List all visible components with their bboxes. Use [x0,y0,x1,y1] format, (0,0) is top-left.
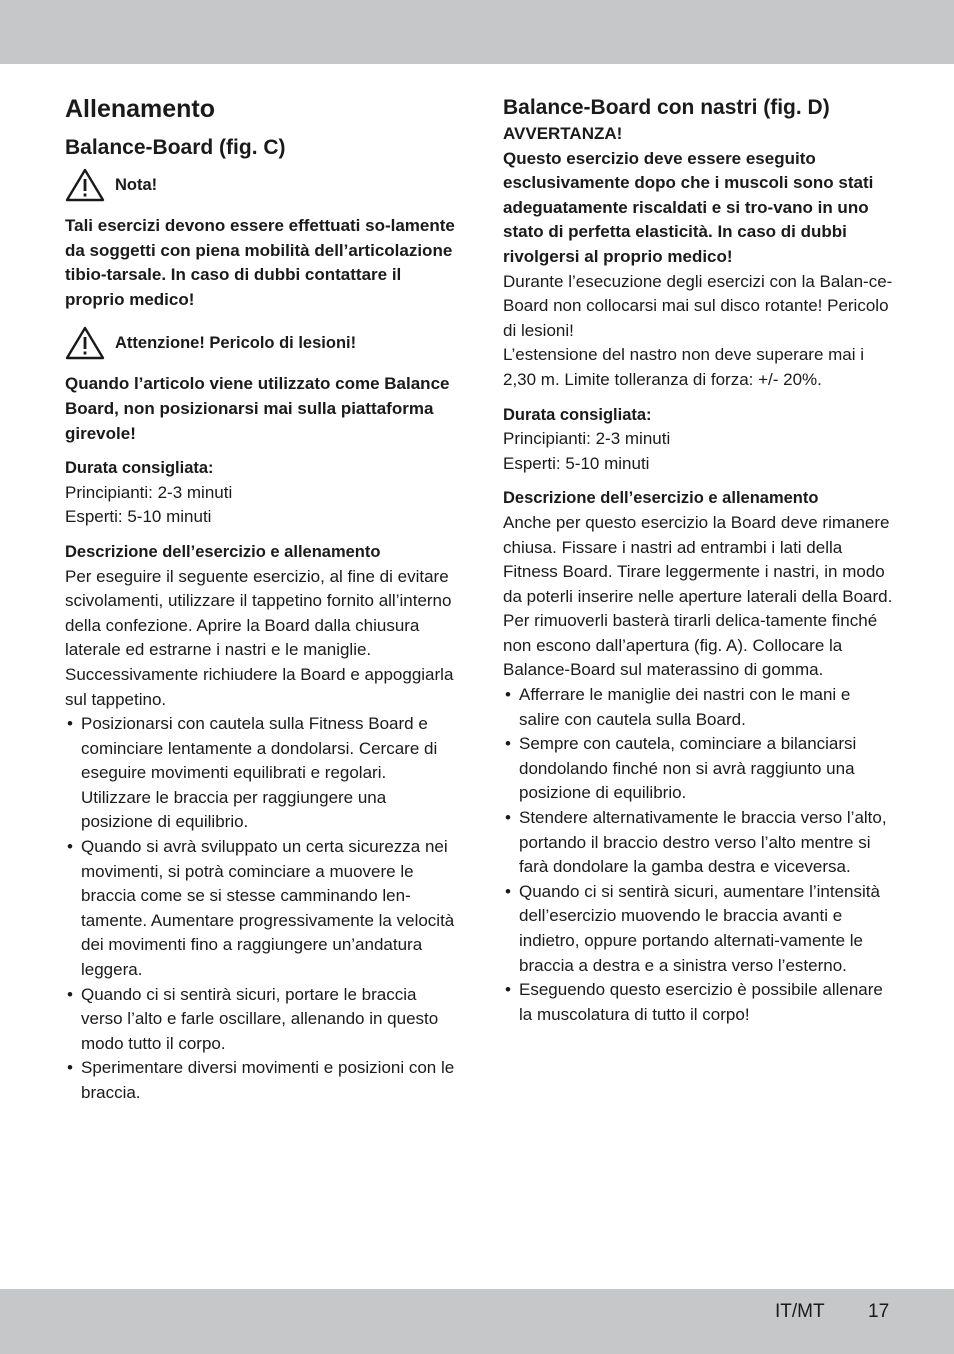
warning-triangle-icon [65,168,105,202]
duration-beginners: Principianti: 2-3 minuti [503,429,671,449]
duration-experts: Esperti: 5-10 minuti [503,453,650,473]
duration-heading: Durata consigliata: [65,459,214,478]
description-heading: Descrizione dell’esercizio e allenamento [503,489,819,508]
note-label: Nota! [115,175,158,194]
warning-callout [65,326,455,360]
list-item: • Eseguendo questo esercizio è possibile allenare la muscolatura di tutto il corpo! [503,978,893,1027]
list-item: • Sempre con cautela, cominciare a bilanciarsi dondolando finché non si avrà raggiunto una posizione di equilibrio. [503,732,893,806]
caution-text: Durante l’esecuzione degli esercizi con la Balan-ce-Board non collocarsi mai sul disco rotante! Pericolo di lesioni! [503,271,893,340]
list-item: • Quando ci si sentirà sicuri, aumentare l’intensità dell’esercizio muovendo le braccia avanti e indietro, oppure portando alternati-vamente le braccia a destra e a sinistra verso l’esterno. [503,880,893,978]
list-item: • Posizionarsi con cautela sulla Fitness Board e cominciare lentamente a dondolarsi. Cercare di eseguire movimenti equilibrati e regolari. Utilizzare le braccia per raggiungere una posizione di equilibrio. [65,712,455,835]
list-item: • Stendere alternativamente le braccia verso l’alto, portando il braccio destro verso l’alto mentre si farà dondolare la gamba destra e viceversa. [503,806,893,880]
description-text: Per eseguire il seguente esercizio, al fine di evitare scivolamenti, utilizzare il tappetino fornito all’interno della confezione. Aprire la Board dalla chiusura laterale ed estrarne i nastri e le maniglie. Successivamente richiudere la Board e appoggiarla sul tappetino. [65,566,454,709]
page-number: 17 [868,1301,890,1322]
exercise-steps-list [503,683,893,1027]
description-text: Anche per questo esercizio la Board deve rimanere chiusa. Fissare i nastri ad entrambi i lati della Fitness Board. Tirare leggermente i nastri, in modo da poterli inserire nelle aperture laterali della Board. Per rimuoverli basterà tirarli delica-tamente finché non escono dall’apertura (fig. A). Collocare la Balance-Board sul materassino di gomma. [503,512,893,680]
list-item: • Quando si avrà sviluppato un certa sicurezza nei movimenti, si potrà cominciare a muovere le braccia come se si stesse camminando len-tamente. Aumentare progressivamente la velocità dei movimenti fino a raggiungere un’andatura leggera. [65,835,455,983]
page-title: Allenamento [65,95,216,123]
list-item: • Sperimentare diversi movimenti e posizioni con le braccia. [65,1056,455,1105]
list-item: • Afferrare le maniglie dei nastri con le mani e salire con cautela sulla Board. [503,683,893,732]
left-column [65,92,455,1106]
footer-language: IT/MT [775,1301,825,1322]
note-callout [65,168,455,202]
right-column [503,92,893,1027]
header-band [0,0,954,64]
duration-experts: Esperti: 5-10 minuti [65,507,212,527]
section-title-balance-board: Balance-Board (fig. C) [65,136,286,159]
warning-label: Attenzione! Pericolo di lesioni! [115,334,357,353]
exercise-steps-list [65,712,455,1106]
list-item: • Quando ci si sentirà sicuri, portare le braccia verso l’alto e farle oscillare, allenando in questo modo tutto il corpo. [65,983,455,1057]
warning-triangle-icon [65,326,105,360]
warning-label: AVVERTANZA! [503,124,623,143]
duration-heading: Durata consigliata: [503,405,652,424]
warning-text: Quando l’articolo viene utilizzato come Balance Board, non posizionarsi mai sulla piattaforma girevole! [65,374,450,443]
duration-beginners: Principianti: 2-3 minuti [65,482,233,502]
section-title-balance-board-bands: Balance-Board con nastri (fig. D) [503,96,830,119]
description-heading: Descrizione dell’esercizio e allenamento [65,542,381,561]
band-limit-text: L’estensione del nastro non deve superare mai i 2,30 m. Limite tolleranza di forza: +/- 20%. [503,345,865,389]
warning-text: Questo esercizio deve essere eseguito esclusivamente dopo che i muscoli sono stati adeguatamente riscaldati e si tro-vano in uno stato di perfetta elasticità. In caso di dubbi rivolgersi al proprio medico! [503,148,874,266]
note-text: Tali esercizi devono essere effettuati so-lamente da soggetti con piena mobilità dell’articolazione tibio-tarsale. In caso di dubbi contattare il proprio medico! [65,216,455,309]
